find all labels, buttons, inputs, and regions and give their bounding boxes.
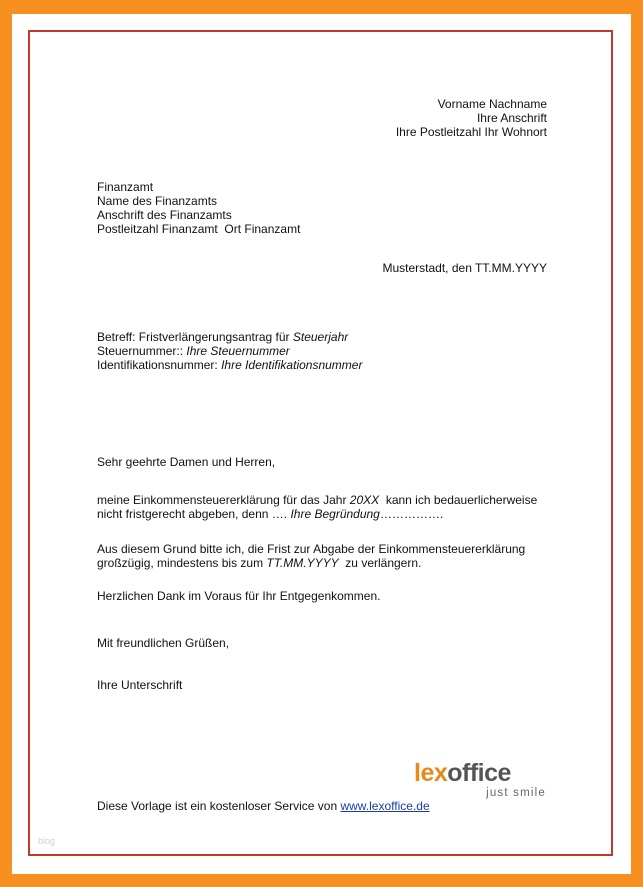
text-span: meine Einkommensteuererklärung für das Jahr bbox=[97, 493, 350, 507]
document-border bbox=[28, 30, 613, 856]
text-span: zu verlängern. bbox=[338, 556, 422, 570]
date-line: Musterstadt, den TT.MM.YYYY bbox=[382, 261, 547, 275]
logo-tagline: just smile bbox=[486, 787, 546, 799]
recipient-line: Anschrift des Finanzamts bbox=[97, 208, 232, 222]
tax-number-line bbox=[97, 344, 362, 358]
logo-lex: lex bbox=[414, 759, 448, 787]
recipient-line: Postleitzahl Finanzamt Ort Finanzamt bbox=[97, 222, 301, 236]
paragraph-1 bbox=[97, 493, 537, 521]
subject-block bbox=[97, 330, 362, 372]
paragraph-3: Herzlichen Dank im Voraus für Ihr Entgegenkommen. bbox=[97, 589, 381, 603]
text-span: großzügig, mindestens bis zum bbox=[97, 556, 267, 570]
id-value: Ihre Identifikationsnummer bbox=[221, 358, 363, 372]
sender-city: Ihre Postleitzahl Ihr Wohnort bbox=[395, 125, 547, 139]
greeting: Sehr geehrte Damen und Herren, bbox=[97, 455, 276, 469]
paragraph-1-line-2 bbox=[97, 507, 537, 521]
id-number-line bbox=[97, 358, 362, 372]
sender-address: Ihre Anschrift bbox=[476, 111, 547, 125]
sender-block bbox=[396, 97, 547, 139]
paragraph-2-line-2 bbox=[97, 556, 525, 570]
recipient-line: Name des Finanzamts bbox=[97, 194, 218, 208]
date-placeholder: TT.MM.YYYY bbox=[266, 556, 339, 570]
tax-value: Ihre Steuernummer bbox=[186, 344, 290, 358]
subject-line bbox=[97, 330, 362, 344]
subject-year: Steuerjahr bbox=[292, 330, 349, 344]
subject-prefix: Betreff: Fristverlängerungsantrag für bbox=[97, 330, 293, 344]
tax-label: Steuernummer:: bbox=[97, 344, 187, 358]
paragraph-1-line-1 bbox=[97, 493, 537, 507]
sender-name: Vorname Nachname bbox=[437, 97, 547, 111]
dots: ……………. bbox=[379, 507, 444, 521]
paragraph-2-line-1: Aus diesem Grund bitte ich, die Frist zur Abgabe der Einkommensteuererklärung bbox=[97, 542, 526, 556]
recipient-line: Finanzamt bbox=[97, 180, 154, 194]
id-label: Identifikationsnummer: bbox=[97, 358, 222, 372]
logo-wordmark bbox=[414, 760, 549, 786]
year-placeholder: 20XX bbox=[349, 493, 380, 507]
lexoffice-logo bbox=[414, 760, 549, 799]
paragraph-2 bbox=[97, 542, 525, 570]
footer-text: Diese Vorlage ist ein kostenloser Service von bbox=[97, 799, 341, 813]
signature: Ihre Unterschrift bbox=[97, 678, 183, 692]
logo-office: office bbox=[447, 759, 511, 787]
footer-line bbox=[97, 799, 430, 813]
closing: Mit freundlichen Grüßen, bbox=[97, 636, 230, 650]
text-span: kann ich bedauerlicherweise bbox=[379, 493, 538, 507]
recipient-block bbox=[97, 180, 300, 236]
reason-placeholder: Ihre Begründung bbox=[290, 507, 380, 521]
watermark: blog bbox=[38, 836, 56, 846]
footer-link[interactable]: www.lexoffice.de bbox=[340, 799, 430, 813]
text-span: nicht fristgerecht abgeben, denn …. bbox=[97, 507, 291, 521]
